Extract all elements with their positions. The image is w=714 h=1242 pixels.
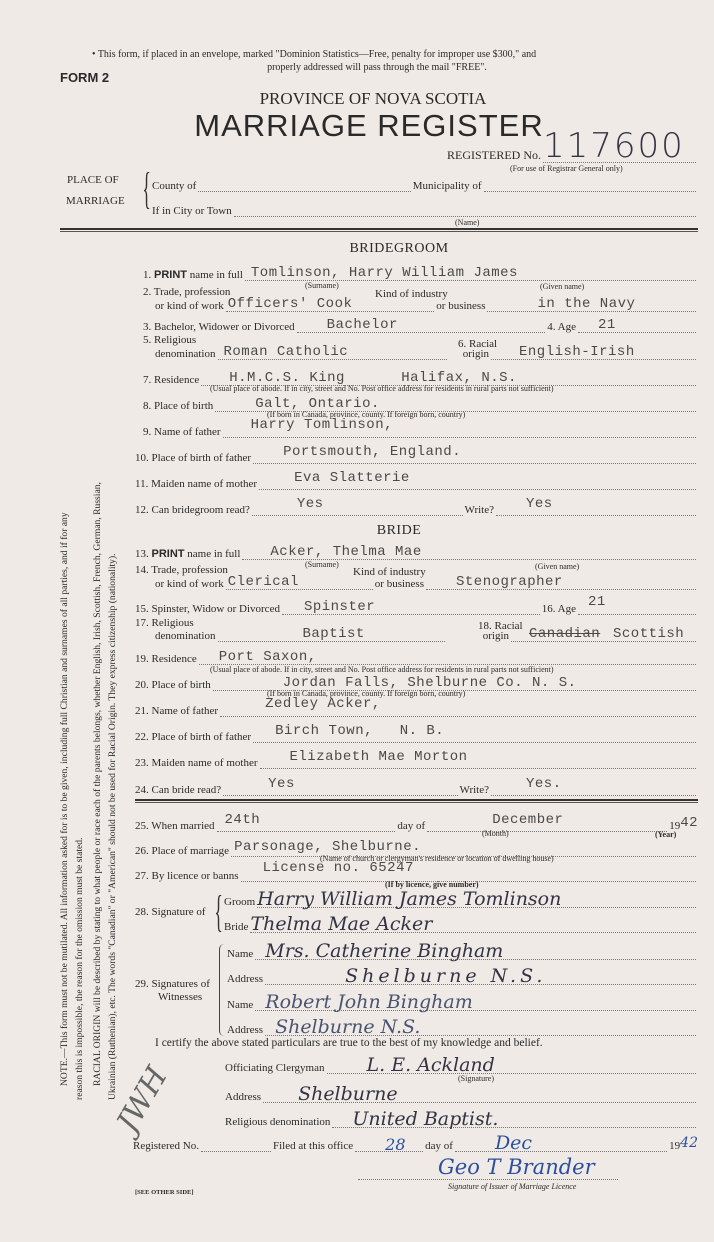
groom-label: Groom — [224, 896, 256, 908]
witness1-address: Shelburne N.S. — [345, 965, 547, 987]
when-married-label: 25. When married — [135, 820, 215, 832]
denomination-label: Religious denomination — [225, 1116, 331, 1128]
denomination-label: denomination — [155, 630, 216, 642]
form-number: FORM 2 — [60, 70, 110, 85]
signature-of-label: 28. Signature of — [135, 906, 206, 918]
racial-label: 6. Racial — [458, 338, 498, 350]
mail-notice-text: This form, if placed in an envelope, marked "Dominion Statistics—Free, penalty for improper use $300," and — [97, 49, 537, 60]
bride-write-value: Yes. — [526, 776, 562, 792]
when-married-row — [135, 812, 698, 832]
side-note — [58, 300, 120, 1100]
groom-birthplace-value: Galt, Ontario. — [255, 396, 380, 412]
bride-industry-value: Stenographer — [456, 574, 563, 590]
note-line2: reason this is impossible, the reason for the omission must be stated. — [73, 837, 85, 1100]
registered-number-value: 117600 — [543, 126, 685, 166]
can-read-label: 24. Can bride read? — [135, 784, 222, 796]
groom-religion-row — [155, 345, 698, 360]
bride-signature-field[interactable] — [250, 913, 696, 935]
groom-mother-row — [135, 470, 698, 490]
marital-status-label: 15. Spinster, Widow or Divorced — [135, 603, 280, 615]
bride-origin-value: Scottish — [613, 626, 685, 642]
witness2-address-row — [227, 1016, 698, 1038]
registered-number-line — [543, 126, 696, 166]
mail-notice-line2: properly addressed will pass through the mail "FREE". — [267, 62, 487, 73]
denomination-label: denomination — [155, 348, 216, 360]
bride-religion-field[interactable] — [218, 627, 445, 642]
groom-trade-field[interactable] — [226, 297, 435, 312]
groom-age-value: 21 — [598, 317, 616, 333]
father-birthplace-label: 22. Place of birth of father — [135, 731, 252, 743]
document-title: MARRIAGE REGISTER — [194, 108, 544, 143]
racial-line2: Ukrainian (Ruthenian), etc. The words "Canadian" or "American" should not be used for Racial Origin. They express citizenship (nationality). — [106, 553, 118, 1100]
groom-father-birthplace-row — [135, 444, 698, 464]
city-row — [152, 202, 698, 217]
bride-read-value: Yes — [268, 776, 295, 792]
licence-value: License no. 65247 — [262, 860, 414, 876]
bride-name-row — [135, 545, 698, 560]
racial-label: 18. Racial — [478, 620, 523, 632]
groom-trade-row — [155, 297, 698, 312]
marital-status-label: 3. Bachelor, Widower or Divorced — [143, 321, 295, 333]
registered-number-label: REGISTERED No. — [447, 148, 541, 162]
bride-mother-field[interactable] — [260, 749, 697, 769]
witness2-address-field[interactable] — [265, 1016, 696, 1038]
bride-origin-field[interactable] — [511, 627, 696, 642]
clergyman-denomination-row — [225, 1108, 698, 1130]
mother-name-label: 23. Maiden name of mother — [135, 757, 258, 769]
bride-status-field[interactable] — [282, 600, 540, 615]
groom-signature-row — [224, 888, 698, 910]
witness2-address: Shelburne N.S. — [275, 1016, 421, 1038]
issuer-signature-label: Signature of Issuer of Marriage Licence — [448, 1182, 577, 1191]
month-note: (Month) — [482, 829, 509, 838]
trade-label-2: or kind of work — [155, 578, 224, 590]
residence-note: (Usual place of abode. If in city, street and No. Post office address for residents in rural parts not sufficient) — [210, 384, 554, 393]
marriage-day-field[interactable] — [217, 812, 396, 832]
filed-year-value[interactable]: 42 — [680, 1135, 698, 1151]
father-name-label: 21. Name of father — [135, 705, 219, 717]
groom-industry-field[interactable] — [487, 297, 696, 312]
groom-status-row — [143, 318, 698, 333]
registrar-initials: JWH — [110, 1060, 175, 1139]
city-label: If in City or Town — [152, 205, 232, 217]
given-name-note: (Given name) — [540, 282, 585, 291]
county-field[interactable] — [198, 177, 410, 192]
address-label: Address — [227, 1024, 264, 1036]
bridegroom-heading: BRIDEGROOM — [349, 241, 449, 256]
registered-number-field — [447, 126, 698, 166]
filed-month-field[interactable] — [455, 1132, 667, 1154]
name-label: name in full — [189, 269, 243, 281]
bride-signature: Thelma Mae Acker — [250, 913, 433, 935]
groom-trade-value: Officers' Cook — [227, 296, 353, 312]
county-label: County of — [152, 180, 197, 192]
father-birthplace-label: 10. Place of birth of father — [135, 452, 252, 464]
registered-number-note: (For use of Registrar General only) — [510, 164, 623, 173]
groom-residence-city: Halifax, N.S. — [401, 370, 517, 386]
industry-label-2: or business — [374, 578, 424, 590]
mail-notice-line1: • This form, if placed in an envelope, marked "Dominion Statistics—Free, penalty for improper use $300," and — [92, 49, 537, 60]
year-prefix: 19 — [669, 1140, 681, 1152]
marriage-label: MARRIAGE — [66, 195, 125, 207]
age-label: 4. Age — [547, 321, 576, 333]
clergyman-address: Shelburne — [298, 1083, 398, 1105]
groom-father-row — [143, 417, 698, 438]
registered-no-field[interactable] — [201, 1137, 271, 1152]
witness1-address-row — [227, 965, 698, 987]
print-label: PRINT — [154, 269, 187, 281]
filed-month-value: Dec — [494, 1132, 533, 1154]
groom-read-field[interactable] — [252, 496, 463, 516]
bride-label: Bride — [224, 921, 249, 933]
place-of-marriage-note: (Name of church or clergyman's residence or location of dwelling house) — [320, 854, 554, 863]
witness2-name-field[interactable] — [255, 991, 696, 1013]
witness1-name: Mrs. Catherine Bingham — [265, 940, 504, 962]
clergyman-signature: L. E. Ackland — [366, 1054, 495, 1076]
groom-mother-value: Eva Slatterie — [294, 470, 410, 486]
print-label: PRINT — [151, 548, 185, 560]
issuer-signature: Geo T Brander — [438, 1155, 595, 1179]
bride-trade-field[interactable] — [226, 575, 373, 590]
groom-religion-value: Roman Catholic — [223, 344, 349, 360]
witness-bracket — [219, 944, 224, 1036]
bride-religion-row — [155, 627, 698, 642]
bride-age-field[interactable] — [578, 594, 696, 615]
bride-origin-struck: Canadian — [529, 626, 601, 642]
bride-father-birthplace-field[interactable] — [253, 723, 696, 743]
city-name-note: (Name) — [455, 218, 480, 227]
bride-heading: BRIDE — [376, 523, 422, 538]
address-label: Address — [225, 1091, 262, 1103]
clergyman-label: Officiating Clergyman — [225, 1062, 325, 1074]
groom-father-value: Harry Tomlinson, — [250, 417, 393, 433]
bride-residence-row — [135, 650, 698, 665]
groom-read-value: Yes — [296, 496, 324, 512]
father-name-label: 9. Name of father — [143, 426, 221, 438]
bride-mother-value: Elizabeth Mae Morton — [289, 749, 468, 765]
witness1-name-row — [227, 940, 698, 962]
witness2-name-row — [227, 991, 698, 1013]
bride-father-row — [135, 696, 698, 717]
bride-industry-field[interactable] — [426, 575, 696, 590]
groom-father-field[interactable] — [223, 417, 696, 438]
field-number: 1. — [143, 269, 152, 281]
see-other-side: [SEE OTHER SIDE] — [135, 1189, 194, 1196]
groom-write-value: Yes — [526, 496, 553, 512]
groom-name-row — [143, 266, 698, 281]
day-of-label: day of — [397, 820, 426, 832]
registered-no-label: Registered No. — [133, 1140, 199, 1152]
witness2-name: Robert John Bingham — [265, 991, 473, 1013]
trade-label: 14. Trade, profession — [135, 564, 228, 576]
birthplace-note: (If born in Canada, province, county. If foreign born, country) — [267, 410, 466, 419]
address-label: Address — [227, 973, 264, 985]
brace-icon: { — [214, 887, 223, 936]
groom-industry-value: in the Navy — [537, 296, 636, 312]
groom-status-value: Bachelor — [326, 317, 398, 333]
place-of-marriage-label: 26. Place of marriage — [135, 845, 230, 857]
issuer-signature-line[interactable] — [358, 1155, 618, 1180]
certification-statement: I certify the above stated particulars are true to the best of my knowledge and belief. — [155, 1037, 543, 1049]
bride-father-birthplace-value: Birch Town, N. B. — [275, 723, 445, 739]
surname-note: (Surname) — [305, 281, 339, 290]
signature-note: (Signature) — [458, 1074, 494, 1083]
racial-line1: RACIAL ORIGIN will be described by stating to what people or race each of the parents belongs, whether English, Irish, Scottish, French, German, Russian, — [92, 482, 103, 1086]
bride-religion-value: Baptist — [302, 626, 365, 642]
note-line1: NOTE.—This form must not be mutilated. All information asked for is to be given, including full Christian and surnames of all parties, and if for any — [59, 512, 70, 1086]
groom-father-birthplace-value: Portsmouth, England. — [283, 444, 462, 460]
divider — [60, 228, 698, 232]
groom-signature-field[interactable] — [257, 888, 696, 910]
bride-father-value: Zedley Acker, — [265, 696, 381, 712]
name-label: name in full — [187, 548, 241, 560]
field-number: 13. — [135, 548, 149, 560]
residence-label: 7. Residence — [143, 374, 200, 386]
name-label: Name — [227, 948, 254, 960]
year-note: (Year) — [655, 830, 677, 839]
clergyman-address-row — [225, 1083, 698, 1105]
name-label: Name — [227, 999, 254, 1011]
marriage-month-value: December — [492, 812, 564, 828]
clergyman-denomination: United Baptist. — [352, 1108, 499, 1130]
filed-day-value: 28 — [385, 1135, 406, 1154]
mother-name-label: 11. Maiden name of mother — [135, 478, 258, 490]
bride-write-field[interactable] — [491, 776, 696, 796]
municipality-label: Municipality of — [412, 180, 482, 192]
age-label: 16. Age — [541, 603, 576, 615]
bride-status-value: Spinster — [303, 599, 376, 615]
groom-status-field[interactable] — [297, 318, 546, 333]
groom-write-field[interactable] — [496, 496, 696, 516]
birthplace-label: 8. Place of birth — [143, 400, 214, 412]
witness1-name-field[interactable] — [255, 940, 696, 962]
bride-read-field[interactable] — [223, 776, 457, 796]
clergyman-denomination-field[interactable] — [332, 1108, 696, 1130]
write-label: Write? — [459, 784, 489, 796]
origin-label: origin — [482, 630, 509, 642]
bride-literacy-row — [135, 776, 698, 796]
trade-label-2: or kind of work — [155, 300, 224, 312]
groom-name-value: Tomlinson, Harry William James — [250, 265, 518, 281]
religion-label: 5. Religious — [143, 334, 197, 346]
marriage-day-value: 24th — [224, 812, 261, 828]
witness1-address-field[interactable] — [265, 965, 696, 987]
bride-birthplace-value: Jordan Falls, Shelburne Co. N. S. — [282, 675, 577, 691]
groom-residence-value: H.M.C.S. King — [229, 370, 345, 386]
divider — [135, 799, 698, 803]
industry-label: Kind of industry — [353, 566, 426, 578]
marriage-month-field[interactable] — [427, 812, 667, 832]
bride-residence-value: Port Saxon, — [218, 649, 317, 665]
religion-label: 17. Religious — [135, 617, 194, 629]
clergyman-signature-field[interactable] — [327, 1054, 697, 1076]
bride-trade-row — [155, 575, 698, 590]
licence-note: (If by licence, give number) — [385, 880, 479, 889]
groom-mother-field[interactable] — [259, 470, 696, 490]
marriage-year-value[interactable]: 42 — [680, 815, 698, 831]
bride-status-row — [135, 594, 698, 615]
bride-father-birthplace-row — [135, 723, 698, 743]
day-of-label: day of — [425, 1140, 453, 1152]
groom-literacy-row — [135, 496, 698, 516]
clergyman-row — [225, 1054, 698, 1076]
given-name-note: (Given name) — [535, 562, 580, 571]
filed-label: Filed at this office — [272, 1140, 354, 1152]
groom-signature: Harry William James Tomlinson — [257, 888, 562, 910]
can-read-label: 12. Can bridegroom read? — [135, 504, 250, 516]
bride-trade-value: Clerical — [227, 574, 299, 590]
groom-father-birthplace-field[interactable] — [253, 444, 696, 464]
bride-mother-row — [135, 749, 698, 769]
county-municipality-row — [152, 177, 698, 192]
bride-father-field[interactable] — [220, 696, 696, 717]
bride-name-field[interactable] — [242, 545, 696, 560]
filed-day-field[interactable] — [355, 1137, 423, 1152]
residence-note: (Usual place of abode. If in city, street and No. Post office address for residents in rural parts not sufficient) — [210, 665, 554, 674]
witnesses-label-2: Witnesses — [158, 991, 203, 1003]
groom-religion-field[interactable] — [218, 345, 447, 360]
bride-signature-row — [224, 913, 698, 935]
residence-label: 19. Residence — [135, 653, 197, 665]
brace-icon: { — [142, 164, 151, 213]
city-field[interactable] — [234, 202, 696, 217]
place-of-label: PLACE OF — [67, 174, 119, 186]
province-title: PROVINCE OF NOVA SCOTIA — [259, 89, 487, 108]
witnesses-label: 29. Signatures of — [135, 978, 210, 990]
licence-label: 27. By licence or banns — [135, 870, 239, 882]
groom-origin-field[interactable] — [491, 345, 696, 360]
place-of-marriage-value: Parsonage, Shelburne. — [234, 839, 422, 855]
bride-age-value: 21 — [588, 594, 606, 610]
municipality-field[interactable] — [484, 177, 696, 192]
groom-name-field[interactable] — [245, 266, 696, 281]
groom-age-field[interactable] — [578, 318, 696, 333]
write-label: Write? — [464, 504, 494, 516]
birthplace-note: (If born in Canada, province, county. If foreign born, country) — [267, 689, 466, 698]
trade-label: 2. Trade, profession — [143, 286, 231, 298]
year-prefix: 19 — [669, 820, 681, 832]
birthplace-label: 20. Place of birth — [135, 679, 211, 691]
origin-label: origin — [462, 348, 489, 360]
groom-origin-value: English-Irish — [519, 344, 635, 360]
industry-label: Kind of industry — [375, 288, 448, 300]
clergyman-address-field[interactable] — [263, 1083, 696, 1105]
surname-note: (Surname) — [305, 560, 339, 569]
bride-residence-field[interactable] — [199, 650, 696, 665]
industry-label-2: or business — [436, 300, 486, 312]
filing-row — [133, 1132, 698, 1154]
bride-name-value: Acker, Thelma Mae — [270, 544, 422, 560]
